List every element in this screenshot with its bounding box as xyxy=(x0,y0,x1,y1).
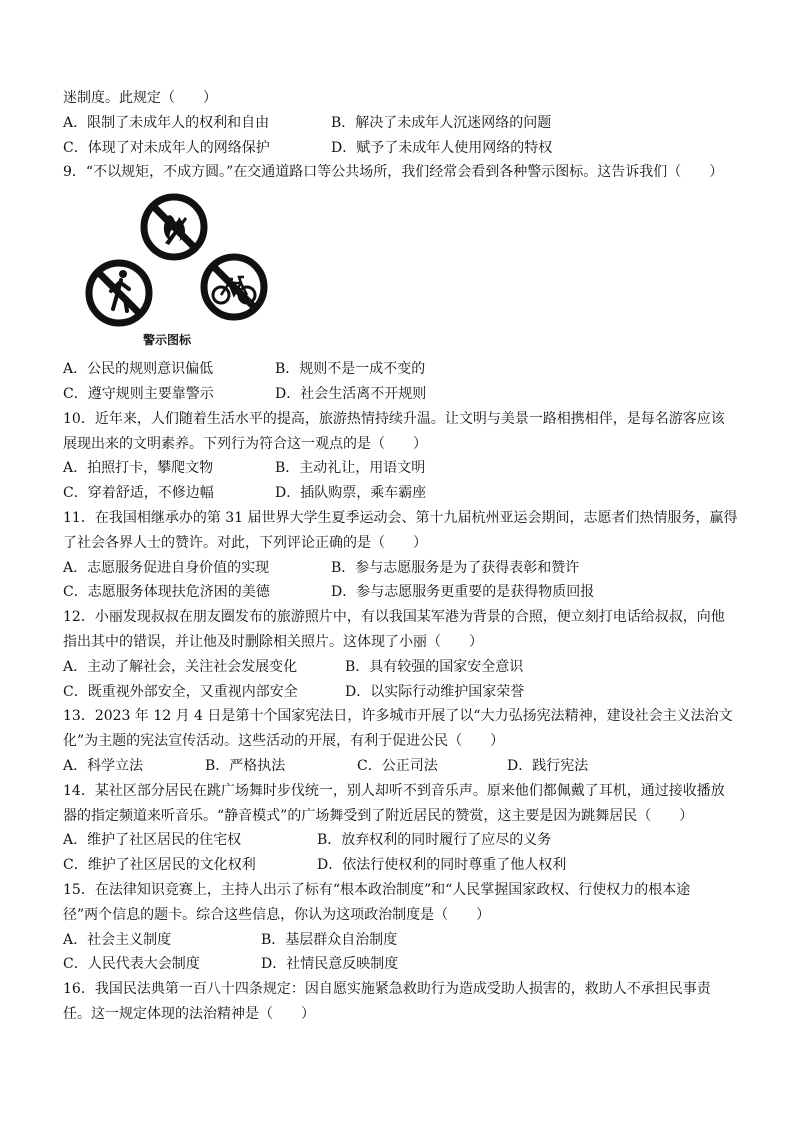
q11-stem-line2: 了社会各界人士的赞许。对此，下列评论正确的是（ ） xyxy=(63,534,427,551)
q14-option-a: A．维护了社区居民的住宅权 xyxy=(63,832,242,849)
q8-option-c: C．体现了对未成年人的网络保护 xyxy=(63,139,270,156)
q11-options-row1 xyxy=(63,556,733,581)
no-bicycle-icon xyxy=(204,257,264,317)
warning-signs-figure xyxy=(63,185,733,357)
q13-option-c: C．公正司法 xyxy=(357,757,438,774)
q12-option-a: A．主动了解社会，关注社会发展变化 xyxy=(63,658,298,675)
q13-option-a: A．科学立法 xyxy=(63,757,144,774)
q8-option-a: A．限制了未成年人的权利和自由 xyxy=(63,114,270,131)
q10-stem-line1: 10．近年来，人们随着生活水平的提高，旅游热情持续升温。让文明与美景一路相携相伴，是每名游客应该 xyxy=(63,410,725,427)
q8-option-b: B．解决了未成年人沉迷网络的问题 xyxy=(331,114,552,131)
q14-option-b: B．放弃权利的同时履行了应尽的义务 xyxy=(317,832,552,849)
q15-option-c: C．人民代表大会制度 xyxy=(63,956,200,973)
q10-options-row1 xyxy=(63,456,733,481)
q11-option-d: D．参与志愿服务更重要的是获得物质回报 xyxy=(331,584,595,601)
q13-option-b: B．严格执法 xyxy=(205,757,286,774)
q12-options-row2 xyxy=(63,680,733,705)
q10-option-c: C．穿着舒适，不修边幅 xyxy=(63,485,214,502)
q11-options-row2 xyxy=(63,580,733,605)
q8-option-d: D．赋予了未成年人使用网络的特权 xyxy=(331,139,553,156)
q11-option-c: C．志愿服务体现扶危济困的美德 xyxy=(63,584,270,601)
q16-stem-line1: 16．我国民法典第一百八十四条规定：因自愿实施紧急救助行为造成受助人损害的，救助人不承担民事责 xyxy=(63,981,711,998)
q9-option-a: A．公民的规则意识偏低 xyxy=(63,361,214,378)
q12-option-b: B．具有较强的国家安全意识 xyxy=(345,658,524,675)
q14-option-c: C．维护了社区居民的文化权利 xyxy=(63,857,256,874)
figure-caption: 警示图标 xyxy=(143,333,192,348)
q15-option-a: A．社会主义制度 xyxy=(63,931,172,948)
q15-options-row2 xyxy=(63,952,733,977)
q13-stem-line1: 13．2023 年 12 月 4 日是第十个国家宪法日，许多城市开展了以“大力弘扬宪法精神，建设社会主义法治文 xyxy=(63,708,733,725)
q15-stem-line2: 径”两个信息的题卡。综合这些信息，你认为这项政治制度是（ ） xyxy=(63,906,491,923)
q9-option-b: B．规则不是一成不变的 xyxy=(275,361,426,378)
q13-options-row xyxy=(63,754,733,779)
q9-options-row2 xyxy=(63,382,733,407)
q11-option-a: A．志愿服务促进自身价值的实现 xyxy=(63,559,270,576)
q13-option-d: D．践行宪法 xyxy=(507,757,589,774)
q15-option-b: B．基层群众自治制度 xyxy=(261,931,398,948)
q15-options-row1 xyxy=(63,928,733,953)
q14-option-d: D．依法行使权利的同时尊重了他人权利 xyxy=(317,857,567,874)
q10-option-a: A．拍照打卡，攀爬文物 xyxy=(63,460,214,477)
q14-options-row1 xyxy=(63,828,733,853)
q10-stem-line2: 展现出来的文明素养。下列行为符合这一观点的是（ ） xyxy=(63,435,427,452)
q12-options-row1 xyxy=(63,655,733,680)
q10-option-b: B．主动礼让，用语文明 xyxy=(275,460,426,477)
q16-stem-line2: 任。这一规定体现的法治精神是（ ） xyxy=(63,1005,315,1022)
q9-stem: 9．“不以规矩，不成方圆。”在交通道路口等公共场所，我们经常会看到各种警示图标。这告诉我们（ ） xyxy=(63,164,724,181)
q12-stem-line1: 12．小丽发现叔叔在朋友圈发布的旅游照片中，有以我国某军港为背景的合照，便立刻打电话给叔叔，向他 xyxy=(63,609,725,626)
q8-options-row1 xyxy=(63,111,733,136)
q15-option-d: D．社情民意反映制度 xyxy=(261,956,399,973)
q15-stem-line1: 15．在法律知识竞赛上，主持人出示了标有“根本政治制度”和“人民掌握国家政权、行使权力的根本途 xyxy=(63,881,691,898)
exam-page xyxy=(63,86,738,1027)
q9-options-row1 xyxy=(63,357,733,382)
q13-stem-line2: 化”为主题的宪法宣传活动。这些活动的开展，有利于促进公民（ ） xyxy=(63,733,505,750)
q11-stem-line1: 11．在我国相继承办的第 31 届世界大学生夏季运动会、第十九届杭州亚运会期间，志愿者们热情服务，赢得 xyxy=(63,509,738,526)
no-pedestrian-icon xyxy=(89,263,149,323)
q14-stem-line1: 14．某社区部分居民在跳广场舞时步伐统一，别人却听不到音乐声。原来他们都佩戴了耳机，通过接收播放 xyxy=(63,782,725,799)
q8-stem-tail: 迷制度。此规定（ ） xyxy=(63,90,217,106)
q10-options-row2 xyxy=(63,481,733,506)
q9-option-c: C．遵守规则主要靠警示 xyxy=(63,385,214,402)
q12-option-d: D．以实际行动维护国家荣誉 xyxy=(345,683,525,700)
q12-stem-line2: 指出其中的错误，并让他及时删除相关照片。这体现了小丽（ ） xyxy=(63,633,483,650)
q11-option-b: B．参与志愿服务是为了获得表彰和赞许 xyxy=(331,559,580,576)
q10-option-d: D．插队购票，乘车霸座 xyxy=(275,485,427,502)
q8-options-row2 xyxy=(63,136,733,161)
q14-stem-line2: 器的指定频道来听音乐。“静音模式”的广场舞受到了附近居民的赞赏，这主要是因为跳舞居民（ ） xyxy=(63,807,694,824)
q9-option-d: D．社会生活离不开规则 xyxy=(275,385,427,402)
no-fire-icon xyxy=(144,197,204,257)
q14-options-row2 xyxy=(63,853,733,878)
q12-option-c: C．既重视外部安全，又重视内部安全 xyxy=(63,683,298,700)
